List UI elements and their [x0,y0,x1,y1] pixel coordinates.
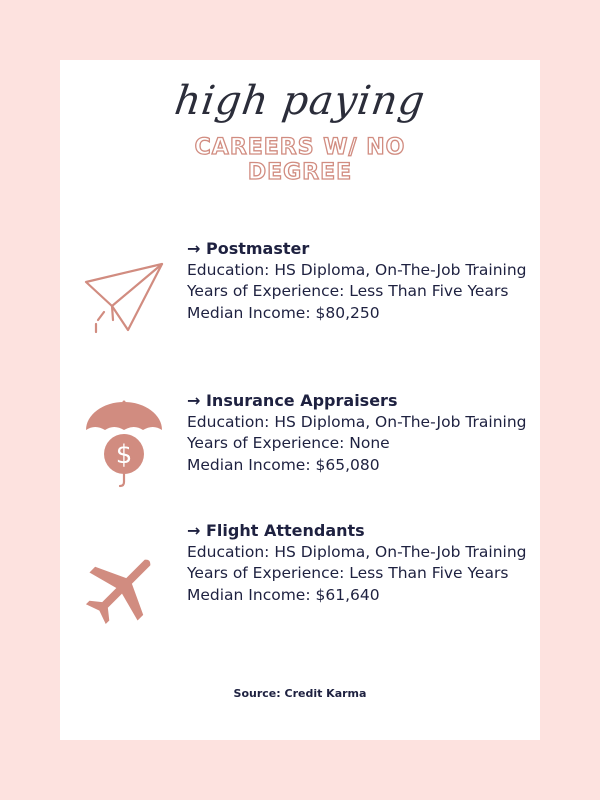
career-income: Median Income: $61,640 [187,585,380,604]
paper-plane-icon [82,260,166,340]
outline-title-line1: CAREERS W/ NO [194,135,406,160]
career-title: → Postmaster [187,239,310,258]
umbrella-dollar-icon [82,400,166,488]
career-education: Education: HS Diploma, On-The-Job Training [187,412,527,431]
career-income: Median Income: $65,080 [187,455,380,474]
career-item-insurance-appraisers [187,390,532,476]
career-title: → Flight Attendants [187,521,365,540]
career-title: → Insurance Appraisers [187,391,398,410]
career-education: Education: HS Diploma, On-The-Job Training [187,260,527,279]
outline-title [60,135,540,185]
outline-title-line2: DEGREE [247,160,353,185]
career-education: Education: HS Diploma, On-The-Job Training [187,542,527,561]
career-experience: Years of Experience: Less Than Five Years [187,564,509,582]
airplane-icon [82,548,162,628]
svg-text:$: $ [115,440,133,470]
career-income: Median Income: $80,250 [187,303,380,322]
career-item-postmaster [187,238,532,324]
career-item-flight-attendants [187,520,532,606]
source-credit: Source: Credit Karma [233,687,367,700]
script-title: high paying [171,78,429,124]
career-experience: Years of Experience: Less Than Five Years [187,282,509,300]
infographic-card [60,60,540,740]
career-experience: Years of Experience: None [187,434,390,452]
